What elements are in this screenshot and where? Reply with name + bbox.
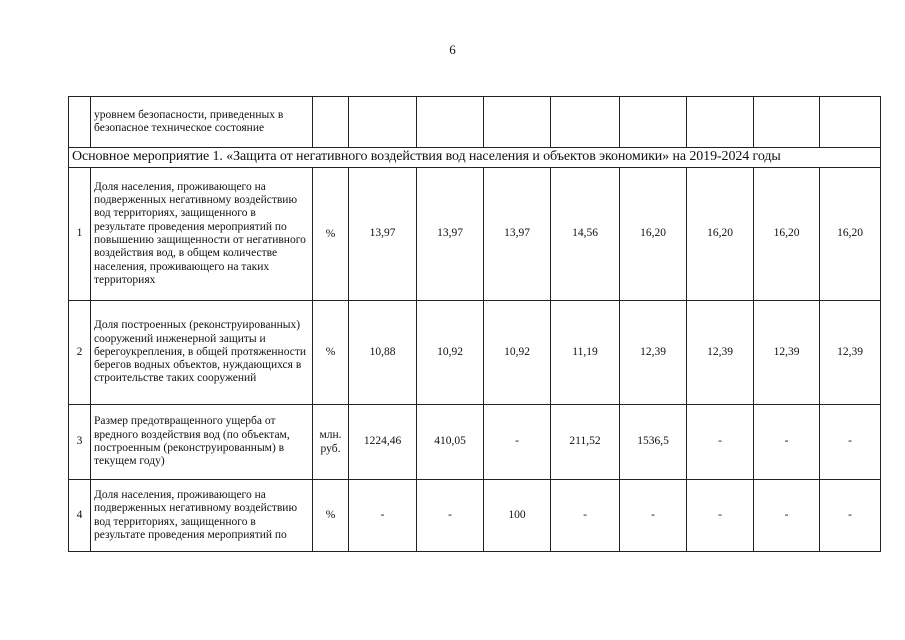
value-cell: - (754, 405, 820, 480)
row-number: 1 (69, 168, 91, 301)
indicators-table (68, 96, 881, 552)
value-cell: - (820, 480, 881, 552)
value-cell: 10,92 (417, 301, 484, 405)
row-number: 2 (69, 301, 91, 405)
value-cell: 13,97 (417, 168, 484, 301)
value-cell: 10,92 (484, 301, 551, 405)
value-cell: - (620, 480, 687, 552)
value-cell (417, 97, 484, 148)
value-cell: 12,39 (820, 301, 881, 405)
value-cell (484, 97, 551, 148)
value-cell: - (687, 405, 754, 480)
indicator-unit: млн. руб. (313, 405, 349, 480)
value-cell (754, 97, 820, 148)
indicator-description: Доля построенных (реконструированных) сооружений инженерной защиты и берегоукрепления, в общей протяженности берегов водных объектов, нуждающихся в строительстве таких сооружений (91, 301, 313, 405)
indicator-description: Доля населения, проживающего на подверженных негативному воздействию вод территориях, защищенного в результате проведения мероприятий по (91, 480, 313, 552)
table-row (69, 301, 881, 405)
table-row (69, 405, 881, 480)
value-cell: - (754, 480, 820, 552)
value-cell: 100 (484, 480, 551, 552)
section-row (69, 148, 881, 168)
value-cell: 16,20 (820, 168, 881, 301)
value-cell: 1536,5 (620, 405, 687, 480)
table-row (69, 97, 881, 148)
value-cell: - (820, 405, 881, 480)
value-cell: 16,20 (620, 168, 687, 301)
value-cell (551, 97, 620, 148)
row-number: 4 (69, 480, 91, 552)
table-row (69, 480, 881, 552)
value-cell (349, 97, 417, 148)
value-cell: 13,97 (349, 168, 417, 301)
value-cell: 16,20 (687, 168, 754, 301)
page-number: 6 (449, 42, 456, 57)
value-cell: 11,19 (551, 301, 620, 405)
value-cell: 14,56 (551, 168, 620, 301)
row-number (69, 97, 91, 148)
value-cell: - (484, 405, 551, 480)
value-cell: - (417, 480, 484, 552)
indicator-unit (313, 97, 349, 148)
indicator-description: Размер предотвращенного ущерба от вредного воздействия вод (по объектам, построенным (реконструированным) в текущем году) (91, 405, 313, 480)
value-cell (687, 97, 754, 148)
value-cell: 13,97 (484, 168, 551, 301)
value-cell: - (687, 480, 754, 552)
value-cell: 12,39 (687, 301, 754, 405)
value-cell: 12,39 (620, 301, 687, 405)
indicator-unit: % (313, 168, 349, 301)
value-cell: 10,88 (349, 301, 417, 405)
value-cell (620, 97, 687, 148)
value-cell (820, 97, 881, 148)
value-cell: - (551, 480, 620, 552)
indicator-description: уровнем безопасности, приведенных в безопасное техническое состояние (91, 97, 313, 148)
value-cell: 12,39 (754, 301, 820, 405)
section-title: Основное мероприятие 1. «Защита от негативного воздействия вод населения и объектов экономики» на 2019-2024 годы (69, 148, 881, 168)
indicator-unit: % (313, 480, 349, 552)
indicator-description: Доля населения, проживающего на подверженных негативному воздействию вод территориях, защищенного в результате проведения мероприятий по повышению защищенности от негативного воздействия вод, в общем количестве населения, проживающего на таких территориях (91, 168, 313, 301)
value-cell: 211,52 (551, 405, 620, 480)
value-cell: 1224,46 (349, 405, 417, 480)
row-number: 3 (69, 405, 91, 480)
indicator-unit: % (313, 301, 349, 405)
value-cell: - (349, 480, 417, 552)
value-cell: 410,05 (417, 405, 484, 480)
table-row (69, 168, 881, 301)
value-cell: 16,20 (754, 168, 820, 301)
